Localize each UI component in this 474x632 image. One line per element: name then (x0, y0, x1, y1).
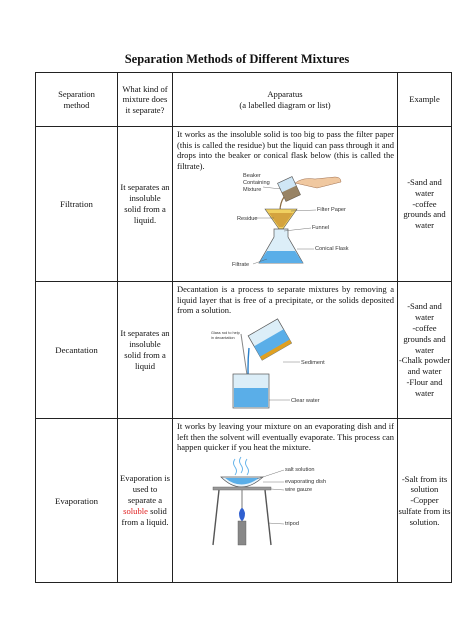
decantation-diagram (177, 316, 394, 411)
apparatus-description: Decantation is a process to separate mixtures by removing a liquid layer that is free of a precipitate, or the solids deposited from a solution. (177, 284, 394, 316)
example-item: -Salt from its solution (401, 473, 448, 495)
table-row-decantation (36, 282, 452, 419)
apparatus-cell (173, 419, 398, 583)
flame-icon (239, 508, 245, 521)
label-conical-flask: Conical Flask (315, 246, 349, 253)
example-cell (398, 282, 452, 419)
kind-cell (118, 419, 173, 583)
tripod-icon (213, 490, 219, 545)
kind-cell: It separates an insoluble solid from a liquid. (118, 127, 173, 282)
label-glass-rod-1: Glass rod to help (211, 330, 240, 335)
label-funnel: Funnel (312, 225, 330, 232)
kind-text-highlight: soluble (123, 506, 148, 516)
kind-cell: It separates an insoluble solid from a liquid (118, 282, 173, 419)
apparatus-description: It works as the insoluble solid is too big to pass the filter paper (this is called the residue) but the liquid can pass through it and drops into the beaker or conical flask below (this is called the filtrate). (177, 129, 394, 171)
hand-icon (295, 177, 341, 188)
method-cell: Decantation (36, 282, 118, 419)
separation-methods-table (35, 72, 452, 583)
example-cell (398, 127, 452, 282)
method-cell: Evaporation (36, 419, 118, 583)
label-tripod: tripod (285, 520, 299, 527)
header-example: Example (398, 73, 452, 127)
document-title: Separation Methods of Different Mixtures (124, 52, 350, 66)
example-item: -Sand and water (407, 301, 442, 323)
header-apparatus-line1: Apparatus (267, 89, 303, 99)
label-filter-paper: Filter Paper (317, 207, 346, 214)
apparatus-cell (173, 127, 398, 282)
label-filtrate: Filtrate (232, 262, 250, 269)
example-item: -Flour and water (406, 376, 443, 398)
table-row-evaporation (36, 419, 452, 583)
evaporation-diagram (177, 453, 394, 553)
header-row (36, 73, 452, 127)
kind-text-after: solid from a liquid. (121, 506, 169, 527)
filtration-diagram (177, 171, 394, 271)
example-item: -coffee grounds and water (403, 198, 446, 231)
tilted-beaker-icon (248, 319, 291, 360)
label-sediment: Sediment (301, 359, 325, 366)
example-item: -Chalk powder and water (398, 355, 451, 377)
burner-icon (238, 521, 246, 545)
method-cell: Filtration (36, 127, 118, 282)
label-evaporating-dish: evaporating dish (285, 478, 327, 485)
header-apparatus (173, 73, 398, 127)
label-glass-rod-2: in decantation (211, 335, 235, 340)
header-kind: What kind of mixture does it separate? (118, 73, 173, 127)
header-apparatus-line2: (a labelled diagram or list) (239, 99, 331, 110)
label-wire-gauze: wire gauze (285, 486, 313, 493)
example-cell (398, 419, 452, 583)
label-residue: Residue (237, 216, 258, 223)
example-item: -coffee grounds and water (403, 323, 446, 355)
header-method: Separation method (36, 73, 118, 127)
label-beaker-2: Containing (243, 180, 270, 187)
example-item: -Copper sulfate from its solution. (398, 495, 451, 527)
steam-icon (234, 459, 237, 475)
table-row-filtration (36, 127, 452, 282)
label-salt-solution: salt solution (285, 466, 315, 473)
example-item: -Sand and water (407, 177, 442, 198)
label-beaker-3: Mixture (243, 187, 262, 194)
wire-gauze-icon (213, 487, 271, 490)
apparatus-description: It works by leaving your mixture on an evaporating dish and if left then the solvent will eventually evaporate. This process can happen quicker if you heat the mixture. (177, 421, 394, 453)
label-clear-water: Clear water (291, 397, 320, 404)
kind-text-before: Evaporation is used to separate a (120, 473, 170, 505)
label-beaker-1: Beaker (243, 173, 261, 180)
apparatus-cell (173, 282, 398, 419)
